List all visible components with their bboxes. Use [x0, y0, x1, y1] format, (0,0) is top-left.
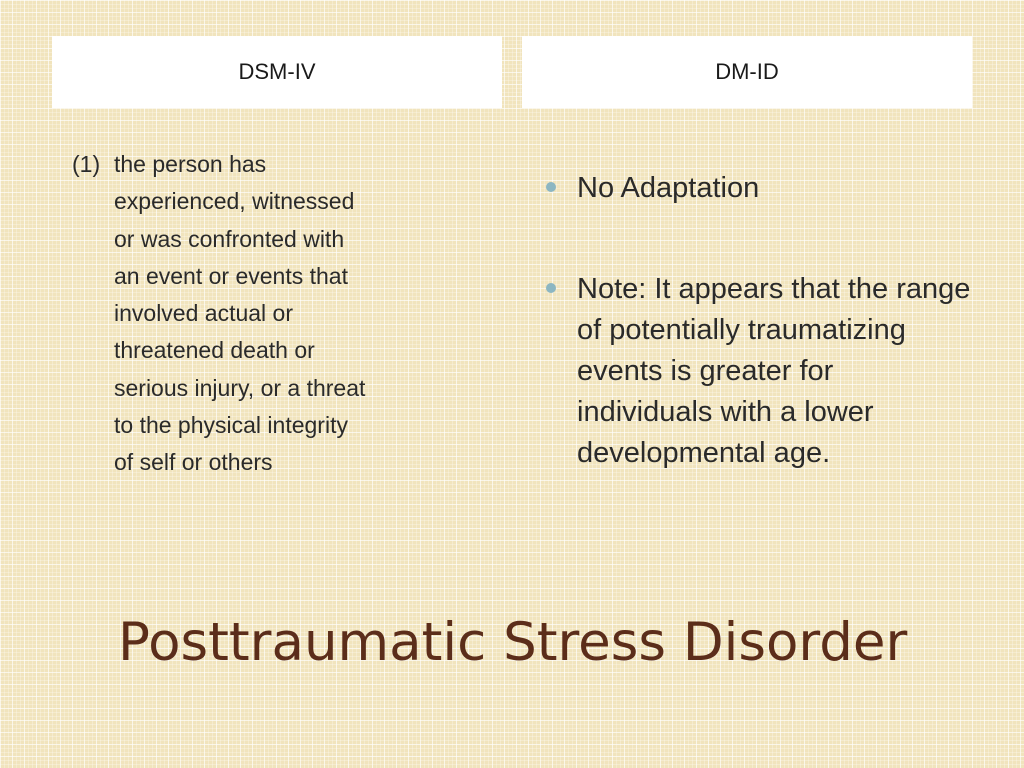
criterion-text: the person has experienced, witnessed or was confronted with an event or events that involved actual or threatened death or serious injury, or a threat to the physical integrity of self or others: [114, 151, 366, 476]
dsm-iv-criteria: [72, 146, 372, 482]
criterion-item: [72, 146, 372, 482]
criterion-number: (1): [72, 151, 101, 177]
header-dm-id: [522, 36, 972, 108]
header-dsm-iv-label: DSM-IV: [238, 59, 316, 84]
header-dsm-iv: [52, 36, 502, 108]
bullet-dot-icon: [546, 283, 556, 293]
bullet-item-note: [546, 269, 976, 474]
slide-title: Posttraumatic Stress Disorder: [118, 612, 908, 673]
bullet-text: Note: It appears that the range of potentially traumatizing events is greater for individuals with a lower developmental age.: [577, 273, 971, 469]
dm-id-notes: [546, 168, 976, 474]
bullet-item-adaptation: [546, 168, 976, 209]
header-dm-id-label: DM-ID: [715, 59, 779, 84]
bullet-dot-icon: [546, 182, 556, 192]
bullet-text: No Adaptation: [577, 172, 760, 204]
